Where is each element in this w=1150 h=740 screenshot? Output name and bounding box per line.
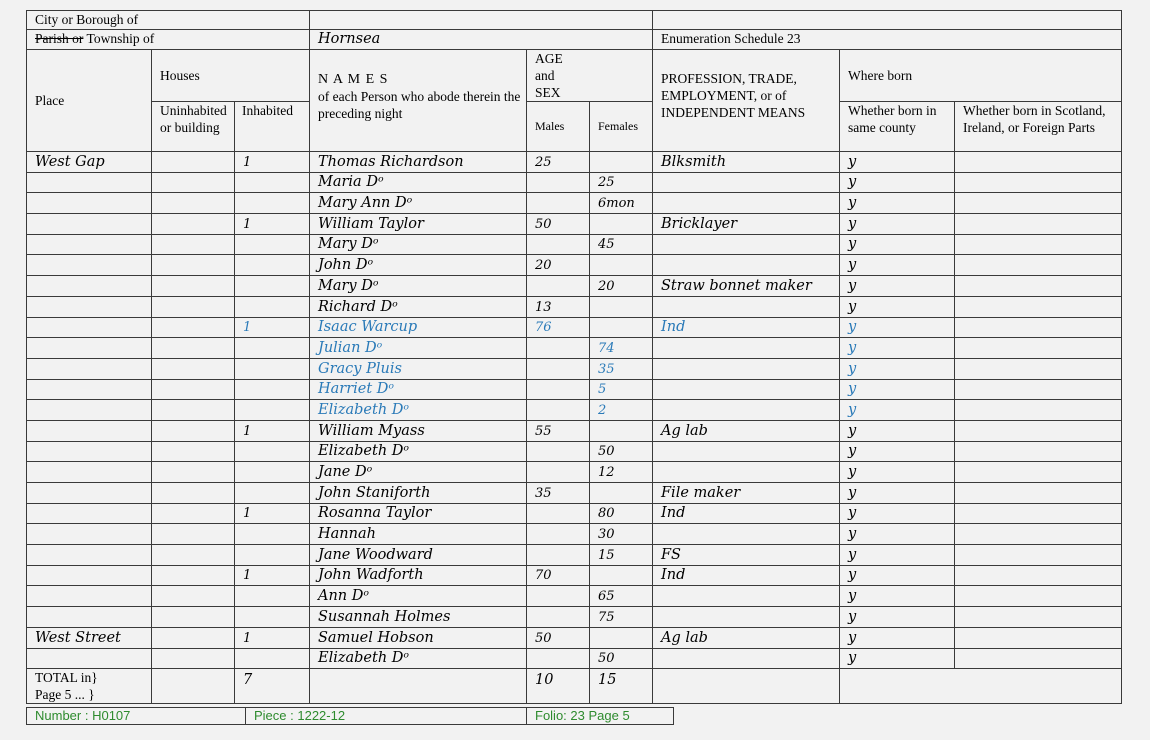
uninhabited-cell xyxy=(152,214,235,235)
total-uninhabited xyxy=(152,669,235,704)
inhabited-cell xyxy=(235,338,310,359)
inhabited-cell xyxy=(235,172,310,193)
females-cell: 75 xyxy=(590,607,653,628)
name-cell: Maria Dᵒ xyxy=(310,172,527,193)
foreign-parts-cell xyxy=(955,586,1122,607)
table-row xyxy=(27,193,1122,214)
place-cell xyxy=(27,358,152,379)
name-cell: Julian Dᵒ xyxy=(310,338,527,359)
females-cell: 45 xyxy=(590,234,653,255)
profession-cell: Straw bonnet maker xyxy=(653,276,840,297)
same-county-cell: y xyxy=(840,565,955,586)
parish-label: Parish or xyxy=(35,31,84,46)
uninhabited-cell xyxy=(152,503,235,524)
males-cell xyxy=(527,586,590,607)
name-cell: Elizabeth Dᵒ xyxy=(310,400,527,421)
females-cell xyxy=(590,214,653,235)
col-place: Place xyxy=(27,50,152,152)
uninhabited-cell xyxy=(152,172,235,193)
profession-cell: Ind xyxy=(653,503,840,524)
name-cell: Rosanna Taylor xyxy=(310,503,527,524)
table-row xyxy=(27,255,1122,276)
total-names xyxy=(310,669,527,704)
table-row xyxy=(27,296,1122,317)
place-cell xyxy=(27,379,152,400)
foreign-parts-cell xyxy=(955,441,1122,462)
table-row xyxy=(27,358,1122,379)
males-cell xyxy=(527,545,590,566)
males-cell: 50 xyxy=(527,214,590,235)
place-cell xyxy=(27,545,152,566)
same-county-cell: y xyxy=(840,338,955,359)
table-row xyxy=(27,152,1122,173)
inhabited-cell xyxy=(235,234,310,255)
footer-piece: Piece : 1222-12 xyxy=(246,708,527,725)
males-cell xyxy=(527,193,590,214)
females-cell: 50 xyxy=(590,648,653,669)
foreign-parts-cell xyxy=(955,317,1122,338)
males-cell: 35 xyxy=(527,483,590,504)
inhabited-cell: 1 xyxy=(235,627,310,648)
males-cell: 25 xyxy=(527,152,590,173)
same-county-cell: y xyxy=(840,214,955,235)
name-cell: Gracy Pluis xyxy=(310,358,527,379)
same-county-cell: y xyxy=(840,193,955,214)
profession-cell xyxy=(653,462,840,483)
inhabited-cell xyxy=(235,358,310,379)
place-cell xyxy=(27,607,152,628)
same-county-cell: y xyxy=(840,441,955,462)
inhabited-cell: 1 xyxy=(235,317,310,338)
same-county-cell: y xyxy=(840,420,955,441)
place-cell xyxy=(27,524,152,545)
females-cell: 15 xyxy=(590,545,653,566)
foreign-parts-cell xyxy=(955,234,1122,255)
females-cell: 5 xyxy=(590,379,653,400)
same-county-cell: y xyxy=(840,152,955,173)
total-females: 15 xyxy=(590,669,653,704)
place-cell xyxy=(27,462,152,483)
foreign-parts-cell xyxy=(955,545,1122,566)
profession-cell: Ag lab xyxy=(653,420,840,441)
uninhabited-cell xyxy=(152,420,235,441)
uninhabited-cell xyxy=(152,152,235,173)
names-title: N A M E S xyxy=(318,71,389,87)
col-uninhabited: Uninhabited or building xyxy=(152,102,235,152)
col-houses: Houses xyxy=(152,50,310,102)
foreign-parts-cell xyxy=(955,276,1122,297)
col-profession: PROFESSION, TRADE, EMPLOYMENT, or of INDEPENDENT MEANS xyxy=(653,50,840,152)
foreign-parts-cell xyxy=(955,358,1122,379)
table-row xyxy=(27,545,1122,566)
table-row xyxy=(27,586,1122,607)
same-county-cell: y xyxy=(840,358,955,379)
foreign-parts-cell xyxy=(955,648,1122,669)
total-where-born xyxy=(840,669,1122,704)
foreign-parts-cell xyxy=(955,193,1122,214)
inhabited-cell xyxy=(235,276,310,297)
females-cell xyxy=(590,565,653,586)
inhabited-cell xyxy=(235,400,310,421)
uninhabited-cell xyxy=(152,317,235,338)
name-cell: Mary Dᵒ xyxy=(310,276,527,297)
uninhabited-cell xyxy=(152,255,235,276)
place-cell: West Street xyxy=(27,627,152,648)
township-value: Hornsea xyxy=(310,30,653,50)
table-row xyxy=(27,524,1122,545)
males-cell xyxy=(527,607,590,628)
foreign-parts-cell xyxy=(955,152,1122,173)
profession-cell: FS xyxy=(653,545,840,566)
profession-cell: File maker xyxy=(653,483,840,504)
total-males: 10 xyxy=(527,669,590,704)
col-females: Females xyxy=(590,102,653,152)
males-cell: 55 xyxy=(527,420,590,441)
uninhabited-cell xyxy=(152,565,235,586)
footer-number: Number : H0107 xyxy=(27,708,246,725)
same-county-cell: y xyxy=(840,607,955,628)
profession-cell: Ind xyxy=(653,565,840,586)
footer-folio: Folio: 23 Page 5 xyxy=(527,708,674,725)
table-row xyxy=(27,627,1122,648)
uninhabited-cell xyxy=(152,193,235,214)
uninhabited-cell xyxy=(152,441,235,462)
name-cell: Susannah Holmes xyxy=(310,607,527,628)
place-cell xyxy=(27,565,152,586)
uninhabited-cell xyxy=(152,234,235,255)
same-county-cell: y xyxy=(840,503,955,524)
col-foreign-parts: Whether born in Scotland, Ireland, or Foreign Parts xyxy=(955,102,1122,152)
col-males: Males xyxy=(527,102,590,152)
uninhabited-cell xyxy=(152,524,235,545)
males-cell: 70 xyxy=(527,565,590,586)
inhabited-cell xyxy=(235,462,310,483)
total-profession xyxy=(653,669,840,704)
name-cell: Jane Woodward xyxy=(310,545,527,566)
place-cell xyxy=(27,420,152,441)
same-county-cell: y xyxy=(840,483,955,504)
profession-cell: Bricklayer xyxy=(653,214,840,235)
same-county-cell: y xyxy=(840,462,955,483)
profession-cell xyxy=(653,338,840,359)
place-cell xyxy=(27,317,152,338)
table-row xyxy=(27,379,1122,400)
place-cell xyxy=(27,172,152,193)
males-cell xyxy=(527,503,590,524)
place-cell xyxy=(27,441,152,462)
profession-cell xyxy=(653,234,840,255)
same-county-cell: y xyxy=(840,276,955,297)
place-cell xyxy=(27,400,152,421)
name-cell: Jane Dᵒ xyxy=(310,462,527,483)
col-age-sex: AGE and SEX xyxy=(527,50,653,102)
uninhabited-cell xyxy=(152,338,235,359)
profession-cell xyxy=(653,648,840,669)
profession-cell xyxy=(653,193,840,214)
foreign-parts-cell xyxy=(955,379,1122,400)
females-cell: 74 xyxy=(590,338,653,359)
uninhabited-cell xyxy=(152,483,235,504)
col-where-born: Where born xyxy=(840,50,1122,102)
same-county-cell: y xyxy=(840,648,955,669)
col-same-county: Whether born in same county xyxy=(840,102,955,152)
place-cell xyxy=(27,338,152,359)
inhabited-cell: 1 xyxy=(235,503,310,524)
same-county-cell: y xyxy=(840,172,955,193)
inhabited-cell xyxy=(235,545,310,566)
uninhabited-cell xyxy=(152,276,235,297)
males-cell xyxy=(527,400,590,421)
name-cell: Harriet Dᵒ xyxy=(310,379,527,400)
name-cell: John Dᵒ xyxy=(310,255,527,276)
table-row xyxy=(27,565,1122,586)
same-county-cell: y xyxy=(840,255,955,276)
name-cell: Thomas Richardson xyxy=(310,152,527,173)
profession-cell xyxy=(653,524,840,545)
males-cell: 13 xyxy=(527,296,590,317)
name-cell: William Myass xyxy=(310,420,527,441)
place-cell xyxy=(27,648,152,669)
males-cell xyxy=(527,234,590,255)
city-value xyxy=(310,11,653,30)
table-row xyxy=(27,503,1122,524)
males-cell xyxy=(527,358,590,379)
table-row xyxy=(27,607,1122,628)
profession-cell xyxy=(653,607,840,628)
same-county-cell: y xyxy=(840,524,955,545)
females-cell xyxy=(590,420,653,441)
females-cell: 6mon xyxy=(590,193,653,214)
name-cell: Mary Dᵒ xyxy=(310,234,527,255)
census-table xyxy=(26,10,1122,704)
males-cell xyxy=(527,648,590,669)
inhabited-cell: 1 xyxy=(235,420,310,441)
table-row xyxy=(27,483,1122,504)
profession-cell: Ind xyxy=(653,317,840,338)
city-label: City or Borough of xyxy=(27,11,310,30)
place-cell xyxy=(27,586,152,607)
foreign-parts-cell xyxy=(955,462,1122,483)
foreign-parts-cell xyxy=(955,565,1122,586)
table-row xyxy=(27,420,1122,441)
foreign-parts-cell xyxy=(955,172,1122,193)
females-cell xyxy=(590,296,653,317)
name-cell: Hannah xyxy=(310,524,527,545)
females-cell xyxy=(590,627,653,648)
profession-cell: Blksmith xyxy=(653,152,840,173)
foreign-parts-cell xyxy=(955,400,1122,421)
profession-cell: Ag lab xyxy=(653,627,840,648)
males-cell: 50 xyxy=(527,627,590,648)
uninhabited-cell xyxy=(152,400,235,421)
inhabited-cell xyxy=(235,193,310,214)
foreign-parts-cell xyxy=(955,255,1122,276)
uninhabited-cell xyxy=(152,607,235,628)
males-cell: 20 xyxy=(527,255,590,276)
males-cell xyxy=(527,379,590,400)
females-cell xyxy=(590,317,653,338)
uninhabited-cell xyxy=(152,545,235,566)
name-cell: John Staniforth xyxy=(310,483,527,504)
place-cell xyxy=(27,255,152,276)
name-cell: William Taylor xyxy=(310,214,527,235)
profession-cell xyxy=(653,379,840,400)
foreign-parts-cell xyxy=(955,503,1122,524)
table-row xyxy=(27,214,1122,235)
table-row xyxy=(27,400,1122,421)
females-cell xyxy=(590,255,653,276)
name-cell: Isaac Warcup xyxy=(310,317,527,338)
inhabited-cell xyxy=(235,296,310,317)
foreign-parts-cell xyxy=(955,214,1122,235)
inhabited-cell xyxy=(235,607,310,628)
foreign-parts-cell xyxy=(955,420,1122,441)
place-cell xyxy=(27,503,152,524)
table-row xyxy=(27,172,1122,193)
females-cell: 2 xyxy=(590,400,653,421)
inhabited-cell xyxy=(235,524,310,545)
name-cell: Elizabeth Dᵒ xyxy=(310,648,527,669)
profession-cell xyxy=(653,586,840,607)
uninhabited-cell xyxy=(152,627,235,648)
females-cell: 12 xyxy=(590,462,653,483)
inhabited-cell: 1 xyxy=(235,214,310,235)
name-cell: Richard Dᵒ xyxy=(310,296,527,317)
names-subtitle: of each Person who abode therein the preceding night xyxy=(318,88,521,121)
township-label xyxy=(27,30,310,50)
females-cell: 35 xyxy=(590,358,653,379)
males-cell xyxy=(527,172,590,193)
table-row xyxy=(27,648,1122,669)
inhabited-cell xyxy=(235,379,310,400)
inhabited-cell xyxy=(235,255,310,276)
col-names xyxy=(310,50,527,152)
table-row xyxy=(27,276,1122,297)
inhabited-cell xyxy=(235,648,310,669)
females-cell: 20 xyxy=(590,276,653,297)
foreign-parts-cell xyxy=(955,607,1122,628)
foreign-parts-cell xyxy=(955,627,1122,648)
inhabited-cell xyxy=(235,483,310,504)
name-cell: Mary Ann Dᵒ xyxy=(310,193,527,214)
place-cell xyxy=(27,214,152,235)
place-cell xyxy=(27,296,152,317)
foreign-parts-cell xyxy=(955,483,1122,504)
uninhabited-cell xyxy=(152,358,235,379)
same-county-cell: y xyxy=(840,545,955,566)
name-cell: Elizabeth Dᵒ xyxy=(310,441,527,462)
foreign-parts-cell xyxy=(955,296,1122,317)
males-cell xyxy=(527,524,590,545)
foreign-parts-cell xyxy=(955,524,1122,545)
profession-cell xyxy=(653,400,840,421)
males-cell xyxy=(527,462,590,483)
table-row xyxy=(27,441,1122,462)
males-cell xyxy=(527,338,590,359)
township-word: Township of xyxy=(86,31,155,46)
table-row xyxy=(27,462,1122,483)
same-county-cell: y xyxy=(840,586,955,607)
place-cell: West Gap xyxy=(27,152,152,173)
same-county-cell: y xyxy=(840,627,955,648)
city-extra xyxy=(653,11,1122,30)
inhabited-cell: 1 xyxy=(235,565,310,586)
col-inhabited: Inhabited xyxy=(235,102,310,152)
total-label: TOTAL in} Page 5 ... } xyxy=(27,669,152,704)
same-county-cell: y xyxy=(840,379,955,400)
females-cell: 50 xyxy=(590,441,653,462)
inhabited-cell: 1 xyxy=(235,152,310,173)
inhabited-cell xyxy=(235,441,310,462)
females-cell: 25 xyxy=(590,172,653,193)
same-county-cell: y xyxy=(840,400,955,421)
name-cell: Samuel Hobson xyxy=(310,627,527,648)
females-cell: 30 xyxy=(590,524,653,545)
females-cell xyxy=(590,483,653,504)
foreign-parts-cell xyxy=(955,338,1122,359)
uninhabited-cell xyxy=(152,379,235,400)
uninhabited-cell xyxy=(152,586,235,607)
females-cell: 80 xyxy=(590,503,653,524)
males-cell: 76 xyxy=(527,317,590,338)
same-county-cell: y xyxy=(840,317,955,338)
same-county-cell: y xyxy=(840,296,955,317)
table-row xyxy=(27,338,1122,359)
same-county-cell: y xyxy=(840,234,955,255)
name-cell: John Wadforth xyxy=(310,565,527,586)
place-cell xyxy=(27,193,152,214)
profession-cell xyxy=(653,358,840,379)
table-row xyxy=(27,234,1122,255)
name-cell: Ann Dᵒ xyxy=(310,586,527,607)
place-cell xyxy=(27,483,152,504)
inhabited-cell xyxy=(235,586,310,607)
uninhabited-cell xyxy=(152,296,235,317)
profession-cell xyxy=(653,172,840,193)
profession-cell xyxy=(653,441,840,462)
total-inhabited: 7 xyxy=(235,669,310,704)
females-cell: 65 xyxy=(590,586,653,607)
uninhabited-cell xyxy=(152,648,235,669)
table-row xyxy=(27,317,1122,338)
footer-bar xyxy=(26,707,674,725)
males-cell xyxy=(527,441,590,462)
profession-cell xyxy=(653,255,840,276)
profession-cell xyxy=(653,296,840,317)
uninhabited-cell xyxy=(152,462,235,483)
place-cell xyxy=(27,234,152,255)
males-cell xyxy=(527,276,590,297)
females-cell xyxy=(590,152,653,173)
enumeration-schedule: Enumeration Schedule 23 xyxy=(653,30,1122,50)
place-cell xyxy=(27,276,152,297)
